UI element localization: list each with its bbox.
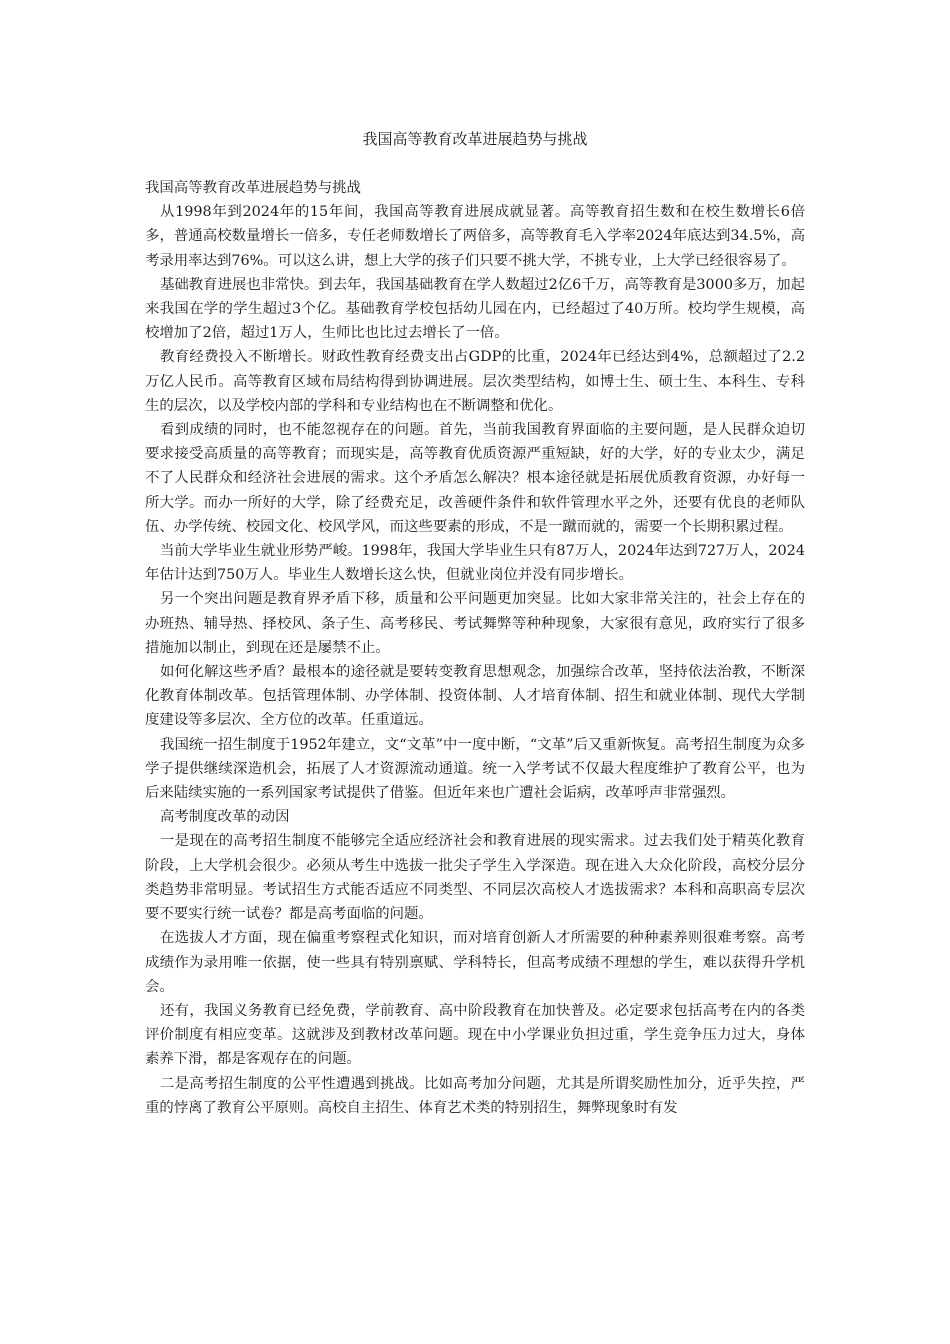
paragraph: 基础教育进展也非常快。到去年，我国基础教育在学人数超过2亿6千万，高等教育是3000多万，加起来我国在学的学生超过3个亿。基础教育学校包括幼儿园在内，已经超过了40万所。校均学生规模，高校增加了2倍，超过1万人，生师比也比过去增长了一倍。 bbox=[145, 276, 805, 342]
paragraph: 我国统一招生制度于1952年建立，文“文革”中一度中断，“文革”后又重新恢复。高考招生制度为众多学子提供继续深造机会，拓展了人才资源流动通道。统一入学考试不仅最大程度维护了教育公平，也为后来陆续实施的一系列国家考试提供了借鉴。但近年来也广遭社会诟病，改革呼声非常强烈。 bbox=[145, 736, 805, 802]
paragraph: 在选拔人才方面，现在偏重考察程式化知识，而对培育创新人才所需要的种种素养则很难考察。高考成绩作为录用唯一依据，使一些具有特别禀赋、学科特长，但高考成绩不理想的学生，难以获得升学机会。 bbox=[145, 930, 805, 995]
paragraph: 如何化解这些矛盾？最根本的途径就是要转变教育思想观念，加强综合改革，坚持依法治教，不断深化教育体制改革。包括管理体制、办学体制、投资体制、人才培育体制、招生和就业体制、现代大学制度建设等多层次、全方位的改革。任重道远。 bbox=[145, 664, 805, 729]
paragraph: 另一个突出问题是教育界矛盾下移，质量和公平问题更加突显。比如大家非常关注的，社会上存在的办班热、辅导热、择校风、条子生、高考移民、考试舞弊等种种现象，大家很有意见，政府实行了很多措施加以制止，到现在还是屡禁不止。 bbox=[145, 591, 805, 656]
paragraph: 还有，我国义务教育已经免费，学前教育、高中阶段教育在加快普及。必定要求包括高考在内的各类评价制度有相应变革。这就涉及到教材改革问题。现在中小学课业负担过重，学生竞争压力过大，身体素养下滑，都是客观存在的问题。 bbox=[145, 1002, 805, 1068]
paragraph: 二是高考招生制度的公平性遭遇到挑战。比如高考加分问题，尤其是所谓奖励性加分，近乎失控，严重的悖离了教育公平原则。高校自主招生、体育艺术类的特别招生，舞弊现象时有发 bbox=[145, 1075, 805, 1116]
section-heading: 我国高等教育改革进展趋势与挑战 bbox=[145, 180, 361, 196]
paragraph: 看到成绩的同时，也不能忽视存在的问题。首先，当前我国教育界面临的主要问题，是人民群众迫切要求接受高质量的高等教育；而现实是，高等教育优质资源严重短缺，好的大学，好的专业太少，满足不了人民群众和经济社会进展的需求。这个矛盾怎么解决？根本途径就是拓展优质教育资源，办好每一所大学。而办一所好的大学，除了经费充足，改善硬件条件和软件管理水平之外，还要有优良的老师队伍、办学传统、校园文化、校风学风，而这些要素的形成，不是一蹴而就的，需要一个长期积累过程。 bbox=[145, 422, 805, 535]
document-body bbox=[145, 176, 805, 1120]
paragraph: 一是现在的高考招生制度不能够完全适应经济社会和教育进展的现实需求。过去我们处于精英化教育阶段，上大学机会很少。必须从考生中选拔一批尖子学生入学深造。现在进入大众化阶段，高校分层分类趋势非常明显。考试招生方式能否适应不同类型、不同层次高校人才选拔需求？本科和高职高专层次要不要实行统一试卷？都是高考面临的问题。 bbox=[145, 833, 805, 923]
paragraph: 教育经费投入不断增长。财政性教育经费支出占GDP的比重，2024年已经达到4%，总额超过了2.2万亿人民币。高等教育区域布局结构得到协调进展。层次类型结构，如博士生、硕士生、本科生、专科生的层次，以及学校内部的学科和专业结构也在不断调整和优化。 bbox=[145, 349, 805, 414]
paragraph: 从1998年到2024年的15年间，我国高等教育进展成就显著。高等教育招生数和在校生数增长6倍多，普通高校数量增长一倍多，专任老师数增长了两倍多，高等教育毛入学率2024年底达到34.5%，高考录用率达到76%。可以这么讲，想上大学的孩子们只要不挑大学，不挑专业，上大学已经很容易了。 bbox=[145, 204, 805, 269]
paragraph: 高考制度改革的动因 bbox=[160, 809, 290, 826]
document-title: 我国高等教育改革进展趋势与挑战 bbox=[362, 130, 588, 148]
paragraph: 当前大学毕业生就业形势严峻。1998年，我国大学毕业生只有87万人，2024年达到727万人，2024年估计达到750万人。毕业生人数增长这么快，但就业岗位并没有同步增长。 bbox=[145, 543, 805, 584]
